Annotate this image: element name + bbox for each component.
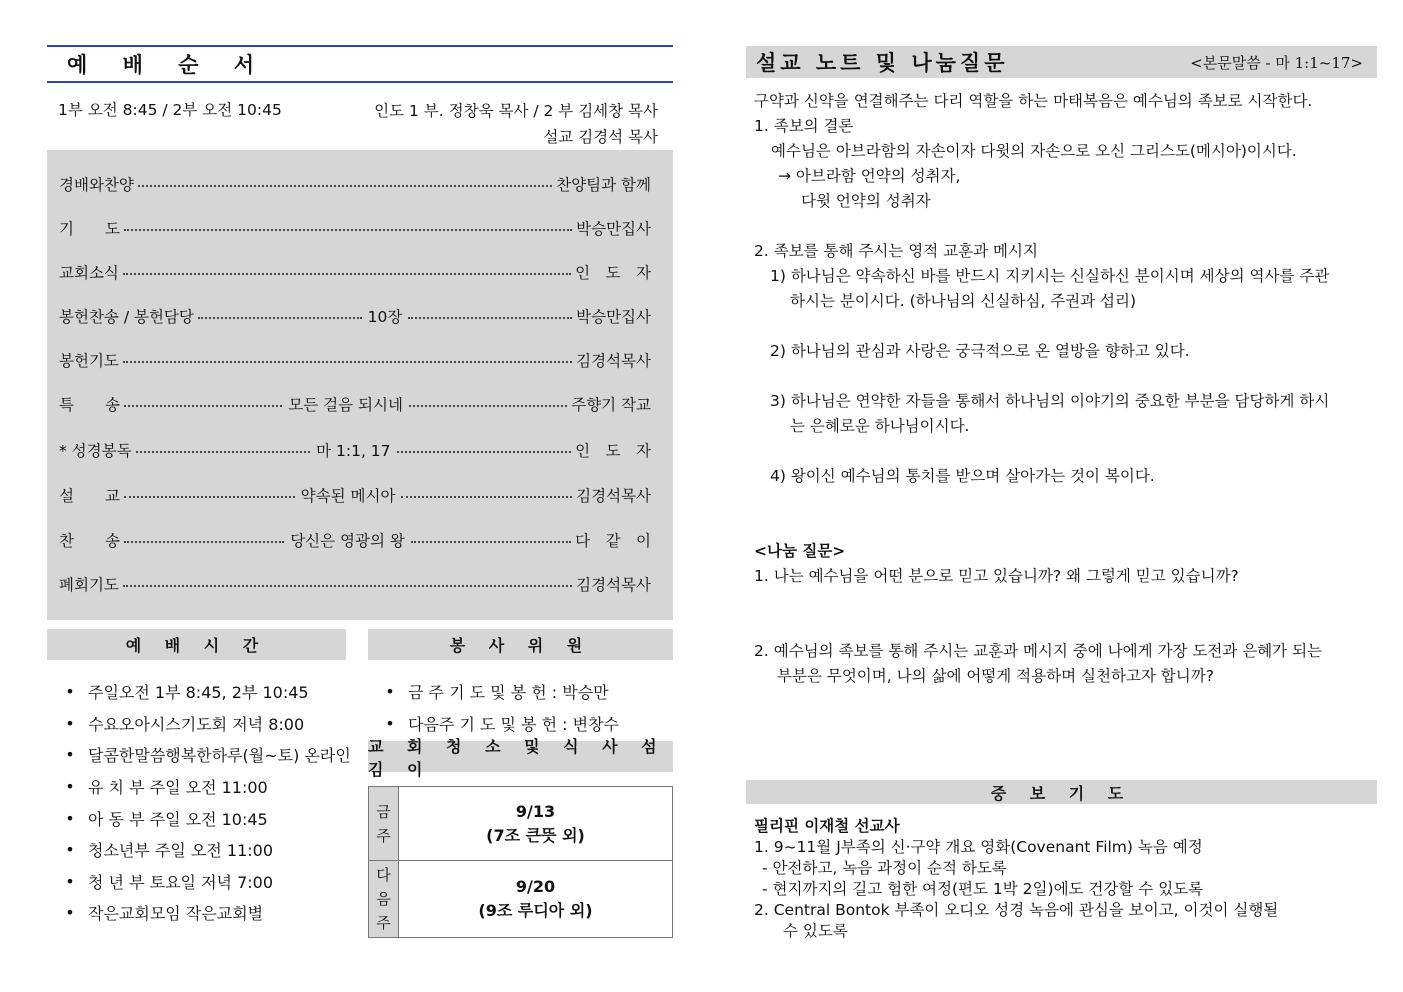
leader-dots	[123, 585, 572, 587]
leaders-block	[374, 98, 658, 150]
order-item-responsible: 김경석목사	[576, 576, 651, 594]
cleaning-assignment	[399, 787, 672, 860]
bullet-icon: •	[65, 903, 75, 923]
order-item-responsible: 박승만집사	[576, 308, 652, 326]
list-item-text: 청 년 부 토요일 저녁 7:00	[88, 872, 274, 892]
point-2-4: 4) 왕이신 예수님의 통치를 받으며 살아가는 것이 복이다.	[770, 467, 1155, 485]
list-item-text: 금 주 기 도 및 봉 헌 : 박승만	[408, 683, 609, 703]
point-2-2: 2) 하나님의 관심과 사랑은 궁극적으로 온 열방을 향하고 있다.	[770, 342, 1190, 360]
order-item-responsible: 인 도 자	[575, 442, 651, 460]
order-item-detail: 약속된 메시아	[300, 487, 396, 505]
bullet-icon: •	[385, 682, 395, 702]
sermon-notes-header	[746, 46, 1377, 78]
prayer-item-2-cont: 수 있도록	[783, 922, 848, 940]
week-label-char: 다	[376, 866, 391, 884]
list-item	[382, 676, 619, 708]
servants-list	[382, 676, 619, 739]
worship-times-header	[47, 629, 346, 660]
cleaning-team: (7조 큰뜻 외)	[486, 825, 585, 845]
list-item-text: 아 동 부 주일 오전 10:45	[88, 809, 268, 829]
week-label-char: 주	[376, 914, 391, 932]
list-item	[62, 771, 351, 803]
leader-dots	[124, 496, 295, 498]
order-item-responsible: 김경석목사	[576, 352, 651, 370]
prayer-item-1b: - 현지까지의 길고 험한 여정(편도 1박 2일)에도 건강할 수 있도록	[762, 880, 1204, 898]
notes-intro: 구약과 신약을 연결해주는 다리 역할을 하는 마태복음은 예수님의 족보로 시작한다.	[754, 92, 1313, 110]
order-item-responsible: 다 같 이	[575, 532, 652, 550]
order-row	[59, 348, 651, 372]
cleaning-week-label	[369, 861, 399, 937]
cleaning-date: 9/13	[515, 801, 556, 821]
order-row	[59, 260, 651, 284]
point-1-arrow-cont: 다윗 언약의 성취자	[801, 192, 931, 210]
order-of-worship-title: 예 배 순 서	[67, 53, 269, 77]
scripture-reference: <본문말씀 - 마 1:1~17>	[1190, 53, 1363, 72]
order-item-label: 경배와찬양	[59, 176, 134, 194]
leader-dots	[138, 185, 552, 187]
list-item	[62, 866, 351, 898]
leader-dots	[409, 405, 567, 407]
order-row	[59, 304, 651, 328]
week-label-char: 금	[376, 802, 391, 821]
order-item-responsible: 박승만집사	[576, 220, 651, 238]
list-item	[62, 676, 351, 708]
leader-dots	[408, 317, 572, 319]
point-2-3: 3) 하나님은 연약한 자들을 통해서 하나님의 이야기의 중요한 부분을 담당하게 하시	[770, 392, 1330, 410]
order-row	[59, 216, 651, 240]
preacher-line: 설교 김경석 목사	[543, 128, 658, 146]
order-box	[47, 150, 673, 620]
week-label-char: 주	[376, 826, 391, 845]
list-item-text: 주일오전 1부 8:45, 2부 10:45	[88, 683, 309, 703]
cleaning-date: 9/20	[515, 877, 556, 896]
cleaning-week-label	[369, 787, 399, 860]
list-item-text: 유 치 부 주일 오전 11:00	[88, 778, 268, 798]
list-item	[62, 739, 351, 771]
prayer-item-2: 2. Central Bontok 부족이 오디오 성경 녹음에 관심을 보이고, 이것이 실행될	[754, 901, 1279, 919]
leader-dots	[411, 541, 571, 543]
list-item	[62, 897, 351, 929]
bullet-icon: •	[65, 808, 75, 828]
list-item-text: 다음주 기 도 및 봉 헌 : 변창수	[408, 714, 620, 734]
order-row	[59, 392, 651, 416]
bullet-icon: •	[385, 713, 395, 733]
worship-times-list	[62, 676, 351, 929]
intercessory-prayer-header	[746, 780, 1377, 804]
order-item-label: 특 송	[59, 396, 120, 414]
list-item	[62, 708, 351, 740]
order-row	[59, 572, 651, 596]
bullet-icon: •	[65, 777, 75, 797]
worship-times-title: 예 배 시 간	[125, 636, 268, 655]
order-of-worship-header	[47, 45, 673, 83]
prayer-item-1a: - 안전하고, 녹음 과정이 순적 하도록	[762, 859, 1007, 877]
bullet-icon: •	[65, 840, 75, 860]
list-item-text: 작은교회모임 작은교회별	[88, 904, 264, 924]
order-item-label: 설 교	[59, 487, 120, 505]
servants-header	[368, 629, 673, 660]
order-item-responsible: 찬양팀과 함께	[556, 176, 651, 194]
cleaning-title: 교 회 청 소 및 식 사 섬 김 이	[368, 736, 666, 779]
order-row	[59, 172, 651, 196]
leader-dots	[124, 541, 284, 543]
question-2-cont: 부분은 무엇이며, 나의 삶에 어떻게 적용하며 실천하고자 합니까?	[777, 667, 1214, 685]
order-item-label: 기 도	[59, 220, 120, 238]
point-1-heading: 1. 족보의 결론	[754, 117, 854, 135]
week-label-char: 음	[376, 890, 391, 908]
order-item-detail: 당신은 영광의 왕	[290, 532, 405, 550]
point-1-arrow: → 아브라함 언약의 성취자,	[778, 167, 961, 185]
cleaning-table	[368, 786, 673, 938]
leader-dots	[198, 317, 362, 319]
order-item-label: 폐회기도	[59, 576, 119, 594]
servants-title: 봉 사 위 원	[449, 636, 592, 655]
point-2-1-cont: 하시는 분이시다. (하나님의 신실하심, 주권과 섭리)	[790, 292, 1137, 310]
cleaning-row	[369, 860, 672, 937]
cleaning-assignment	[399, 861, 672, 937]
missionary-name: 필리핀 이재철 선교사	[754, 817, 900, 835]
cleaning-row	[369, 787, 672, 860]
point-1-text: 예수님은 아브라함의 자손이자 다윗의 자손으로 오신 그리스도(메시아)이시다.	[771, 142, 1297, 160]
cleaning-team: (9조 루디아 외)	[478, 901, 593, 920]
order-item-detail: 마 1:1, 17	[316, 442, 391, 460]
order-item-label: 봉헌찬송 / 봉헌담당	[59, 308, 194, 326]
list-item	[62, 802, 351, 834]
order-row	[59, 438, 651, 462]
point-2-1: 1) 하나님은 약속하신 바를 반드시 지키시는 신실하신 분이시며 세상의 역사를 주관	[770, 267, 1330, 285]
point-2-3-cont: 는 은혜로운 하나님이시다.	[790, 417, 970, 435]
order-item-responsible: 인 도 자	[575, 264, 651, 282]
order-row	[59, 528, 651, 552]
service-times: 1부 오전 8:45 / 2부 오전 10:45	[58, 101, 282, 119]
prayer-item-1: 1. 9~11월 J부족의 신·구약 개요 영화(Covenant Film) 녹음 예정	[754, 838, 1203, 856]
order-item-label: 교회소식	[59, 264, 119, 282]
order-item-responsible: 김경석목사	[576, 487, 651, 505]
order-item-responsible: 주향기 작교	[571, 396, 652, 414]
list-item-text: 달콤한말씀행복한하루(월~토) 온라인	[88, 746, 351, 766]
order-row	[59, 483, 651, 507]
leader-dots	[124, 405, 282, 407]
leader-dots	[397, 451, 572, 453]
leaders-line: 인도 1 부. 정창욱 목사 / 2 부 김세창 목사	[374, 102, 658, 120]
leader-dots	[401, 496, 572, 498]
question-2: 2. 예수님의 족보를 통해 주시는 교훈과 메시지 중에 나에게 가장 도전과 은혜가 되는	[754, 642, 1323, 660]
leader-dots	[123, 273, 571, 275]
order-item-label: * 성경봉독	[59, 442, 132, 460]
bullet-icon: •	[65, 871, 75, 891]
leader-dots	[124, 229, 572, 231]
sharing-questions-title: <나눔 질문>	[754, 542, 846, 560]
bullet-icon: •	[65, 745, 75, 765]
leader-dots	[136, 451, 311, 453]
list-item-text: 청소년부 주일 오전 11:00	[88, 841, 274, 861]
order-item-label: 봉헌기도	[59, 352, 119, 370]
list-item	[62, 834, 351, 866]
sermon-notes-title: 설교 노트 및 나눔질문	[756, 51, 1009, 75]
leader-dots	[123, 361, 572, 363]
point-2-heading: 2. 족보를 통해 주시는 영적 교훈과 메시지	[754, 242, 1038, 260]
order-item-label: 찬 송	[59, 532, 120, 550]
order-item-detail: 10장	[367, 308, 403, 326]
order-item-detail: 모든 걸음 되시네	[288, 396, 403, 414]
question-1: 1. 나는 예수님을 어떤 분으로 믿고 있습니까? 왜 그렇게 믿고 있습니까?	[754, 567, 1239, 585]
intercessory-prayer-title: 중 보 기 도	[990, 783, 1133, 803]
bullet-icon: •	[65, 713, 75, 733]
cleaning-header	[368, 736, 673, 779]
bullet-icon: •	[65, 682, 75, 702]
list-item-text: 수요오아시스기도회 저녁 8:00	[88, 714, 305, 734]
